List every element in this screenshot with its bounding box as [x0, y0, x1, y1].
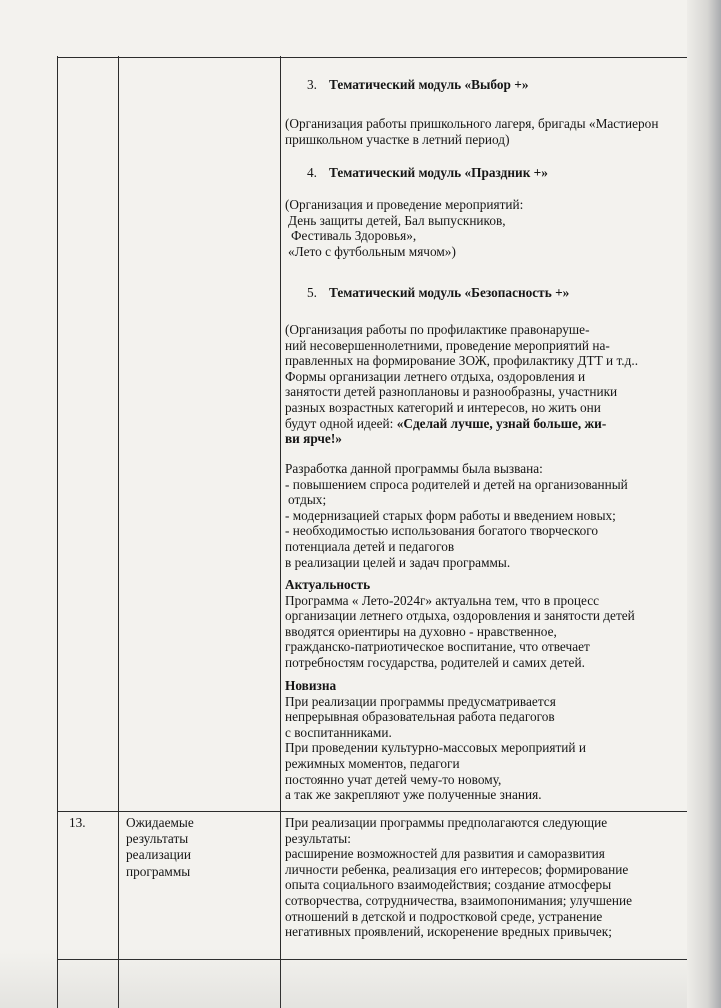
motto-text-cont: ви ярче!»	[285, 431, 342, 447]
novelty-block: Новизна При реализации программы предусматривается непрерывная образовательная работа педагогов с воспитанниками. При проведении культурно-массовых мероприятий и режимных моментов, педагоги постоянно учат детей чему-то новому, а так же закрепляют уже полученные знания.	[285, 678, 690, 803]
module-4	[285, 165, 690, 181]
motto-line: будут одной идеей: «Сделай лучше, узнай больше, жи-	[285, 415, 607, 431]
table-row-divider	[57, 811, 689, 812]
module-3	[285, 77, 690, 93]
table-column-divider-1	[118, 56, 119, 1008]
module-3-description: (Организация работы пришкольного лагеря, бригады «Мастиерон пришкольном участке в летний период)	[285, 116, 659, 147]
module-5-description: (Организация работы по профилактике правонаруше- ний несовершеннолетними, проведение мероприятий на- правленных на формирование ЗОЖ, профилактику ДТТ и т.д.. Формы организации летнего отдыха, оздоровления и занятости детей разноплановы и разнообразны, участники разных возрастных категорий и интересов, но жить они будут одной идеей: «Сделай лучше, узнай больше, жи- ви ярче!»	[285, 322, 690, 447]
row-label: Ожидаемые результаты реализации программы	[126, 815, 194, 879]
relevance-heading: Актуальность	[285, 577, 371, 592]
page-bottom-shadow	[0, 948, 721, 1008]
module-3-heading: 3. Тематический модуль «Выбор +»	[307, 77, 529, 92]
module-5-heading: 5. Тематический модуль «Безопасность +»	[307, 285, 570, 300]
module-4-heading: 4. Тематический модуль «Праздник +»	[307, 165, 548, 180]
table-column-divider-2	[280, 56, 281, 1008]
reasons-block: Разработка данной программы была вызвана: - повышением спроса родителей и детей на организованный отдых; - модернизацией старых форм работы и введением новых; - необходимостью использования богатого творческого потенциала детей и педагогов в реализации целей и задач программы.	[285, 461, 628, 570]
page-right-edge	[687, 0, 721, 1008]
novelty-heading: Новизна	[285, 678, 337, 693]
module-5	[285, 285, 690, 301]
row-13-content: При реализации программы предполагаются следующие результаты: расширение возможностей для развития и саморазвития личности ребенка, реализация его интересов; формирование опыта социального взаимодействия; создание атмосферы сотворчества, сотрудничества, взаимопонимания; улучшение отношений в детской и подростковой среде, устранение негативных проявлений, искоренение вредных привычек;	[285, 815, 633, 940]
table-left-border	[57, 56, 58, 1008]
module-4-description: (Организация и проведение мероприятий: День защиты детей, Бал выпускников, Фестиваль Здоровья», «Лето с футбольным мячом»)	[285, 197, 524, 259]
table-top-border	[57, 57, 689, 58]
row-number: 13.	[69, 815, 86, 830]
motto-text: «Сделай лучше, узнай больше, жи-	[396, 415, 607, 431]
relevance-block: Актуальность Программа « Лето-2024г» актуальна тем, что в процесс организации летнего отдыха, оздоровления и занятости детей вводятся ориентиры на духовно - нравственное, гражданско-патриотическое воспитание, что отвечает потребностям государства, родителей и самих детей.	[285, 577, 690, 671]
